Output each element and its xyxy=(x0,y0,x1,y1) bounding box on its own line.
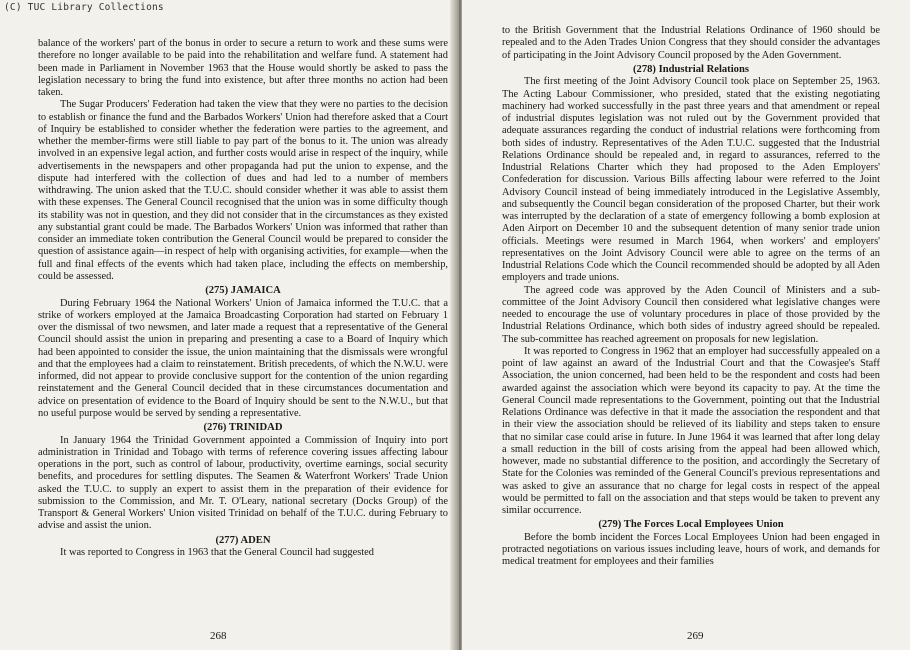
page-number: 268 xyxy=(210,630,227,642)
section-heading: (279) The Forces Local Employees Union xyxy=(598,519,784,531)
body-paragraph: The first meeting of the Joint Advisory Council took place on September 25, 1963. The Acting Labour Commissioner, who presided, stated that the existing negotiating machinery had worked successfully in the past three years and that amendment or repeal of industrial disputes legislation was not ruled out by the Government provided that adequate assurances regarding the conduct of industrial relations were forthcoming from both sides of industry. Representatives of the Aden T.U.C. suggested that the Industrial Relations Ordinance should be repealed and, in regard to assurances, referred to the Industrial Relations Charter which they had proposed to the Aden Employers' Confederation for discussion. Various Bills affecting labour were referred to the Joint Advisory Council instead of being immediately introduced in the Legislative Assembly, and subsequently the Council began consideration of the proposed Charter, but their work was interrupted by the declaration of a state of emergency following a bomb explosion at Aden Airport on December 10 and the subsequent detention of many senior trade union officials. Meetings were resumed in March 1964, when workers' and employers' representatives on the Joint Advisory Council were able to agree on the terms of an Industrial Relations Code which the Council recommended should be adopted by all Aden employers and trade unions. xyxy=(502,76,880,284)
body-paragraph: It was reported to Congress in 1962 that an employer had successfully appealed on a point of law against an award of the Industrial Court and that the Cowasjee's Staff Association, the union concerned, had been held to be the respondent and costs had been awarded against the association which were beyond its capacity to pay. At the time the General Council made representations to the Government, pointing out that the Industrial Relations Ordinance was defective in that it made the association the respondent and that in their view the association should be relieved of its liability and steps taken to ensure that no similar case could arise in future. In June 1964 it was learned that after long delay a small reduction in the bill of costs arising from the appeal had been allowed which, however, made no substantial difference to the position, and accordingly the Secretary of State for the Colonies was reminded of the General Council's previous representations and was asked to give an assurance that no charge for legal costs in respect of the appeal would be permitted to fall on the association and that steps would be taken to prevent any similar occurrence. xyxy=(502,345,880,516)
body-paragraph: During February 1964 the National Workers' Union of Jamaica informed the T.U.C. that a strike of workers employed at the Jamaica Broadcasting Corporation had started on February 1 over the dismissal of two newsmen, and later made a request that a representative of the General Council should assist the union in preparing and presenting a case to a Board of Inquiry which had been appointed to consider the issue, the union maintaining that the dismissals were wrongful and that the employees had a claim to reinstatement. British precedents, of which the N.W.U. were informed, did not appear to provide conclusive support for the contention of the union regarding reinstatement and the General Council decided that in these circumstances documentation and advice on presentation of evidence to the Board of Inquiry should be sent to the N.W.U., but that no useful purpose would be served by sending a representative. xyxy=(38,297,448,419)
body-paragraph: It was reported to Congress in 1963 that the General Council had suggested xyxy=(60,547,374,558)
right-page-body xyxy=(502,25,880,569)
right-page xyxy=(462,0,910,650)
section-heading: (278) Industrial Relations xyxy=(633,63,749,75)
page-number: 269 xyxy=(687,630,704,642)
left-page-body xyxy=(38,38,448,559)
body-paragraph: Before the bomb incident the Forces Local Employees Union had been engaged in protracted negotiations on various issues including leave, hours of work, and demands for medical treatment for employees and their families xyxy=(502,531,880,568)
body-paragraph: balance of the workers' part of the bonus in order to secure a return to work and these sums were therefore no longer available to be paid into the rehabilitation and welfare fund. A statement had been made in Parliament in November 1963 that the House would shortly be asked to pass the legislation necessary to bring the fund into existence, but after three months no action had been taken. xyxy=(38,38,448,98)
section-heading: (276) TRINIDAD xyxy=(203,422,283,433)
copyright-watermark: (C) TUC Library Collections xyxy=(4,2,164,13)
body-paragraph: The Sugar Producers' Federation had taken the view that they were no parties to the decision to establish or finance the fund and the Barbados Workers' Union had therefore asked that a Court of Inquiry be established to consider whether the federation were parties to the agreement, and whether the member-firms were still liable to pay part of the bonus to it. The union was already involved in an expensive legal action, and further costs would arise in respect of the inquiry, while advertisements in the newspapers and other propaganda had put the union to expense, and the dispute had interfered with the collection of dues and had led to a number of members withdrawing. The union asked that the T.U.C. should consider whether it was able to assist them with these expenses. The General Council recognised that the union was in some difficulty though its stability was not in question, and they did not consider that in the circumstances as they existed any substantial grant could be made. The Barbados Workers' Union was informed that rather than consider an immediate token contribution the General Council would be prepared to consider the question of assistance again—in respect of help with organising activities, for example—when the full and final effects of the events which had taken place, including the effects on membership, could be assessed. xyxy=(38,99,448,282)
body-paragraph: In January 1964 the Trinidad Government appointed a Commission of Inquiry into port administration in Trinidad and Tobago with terms of reference covering issues affecting labour operations in the port, such as control of labour, productivity, overtime earnings, social security benefits, and procedures for settling disputes. The Seamen & Waterfront Workers' Trade Union asked the T.U.C. to supply an expert to assist them in the preparation of their evidence for submission to the Commission, and Mr. T. O'Leary, national secretary (Docks Group) of the Transport & General Workers' Union visited Trinidad on behalf of the T.U.C. during February to advise and assist the union. xyxy=(38,434,448,532)
body-paragraph: to the British Government that the Industrial Relations Ordinance of 1960 should be repealed and to the Aden Trades Union Congress that they should consider the advantages of participating in the Joint Advisory Council proposed by the Aden Government. xyxy=(502,25,880,61)
body-paragraph: The agreed code was approved by the Aden Council of Ministers and a sub-committee of the Joint Advisory Council then considered what legislative changes were needed to encourage the use of voluntary procedures in place of those provided by the Industrial Relations Ordinance, which both sides of industry agreed should be repealed. The sub-committee has reached agreement on proposals for new legislation. xyxy=(502,284,880,345)
section-heading: (275) JAMAICA xyxy=(205,285,281,296)
section-heading: (277) ADEN xyxy=(215,534,271,546)
